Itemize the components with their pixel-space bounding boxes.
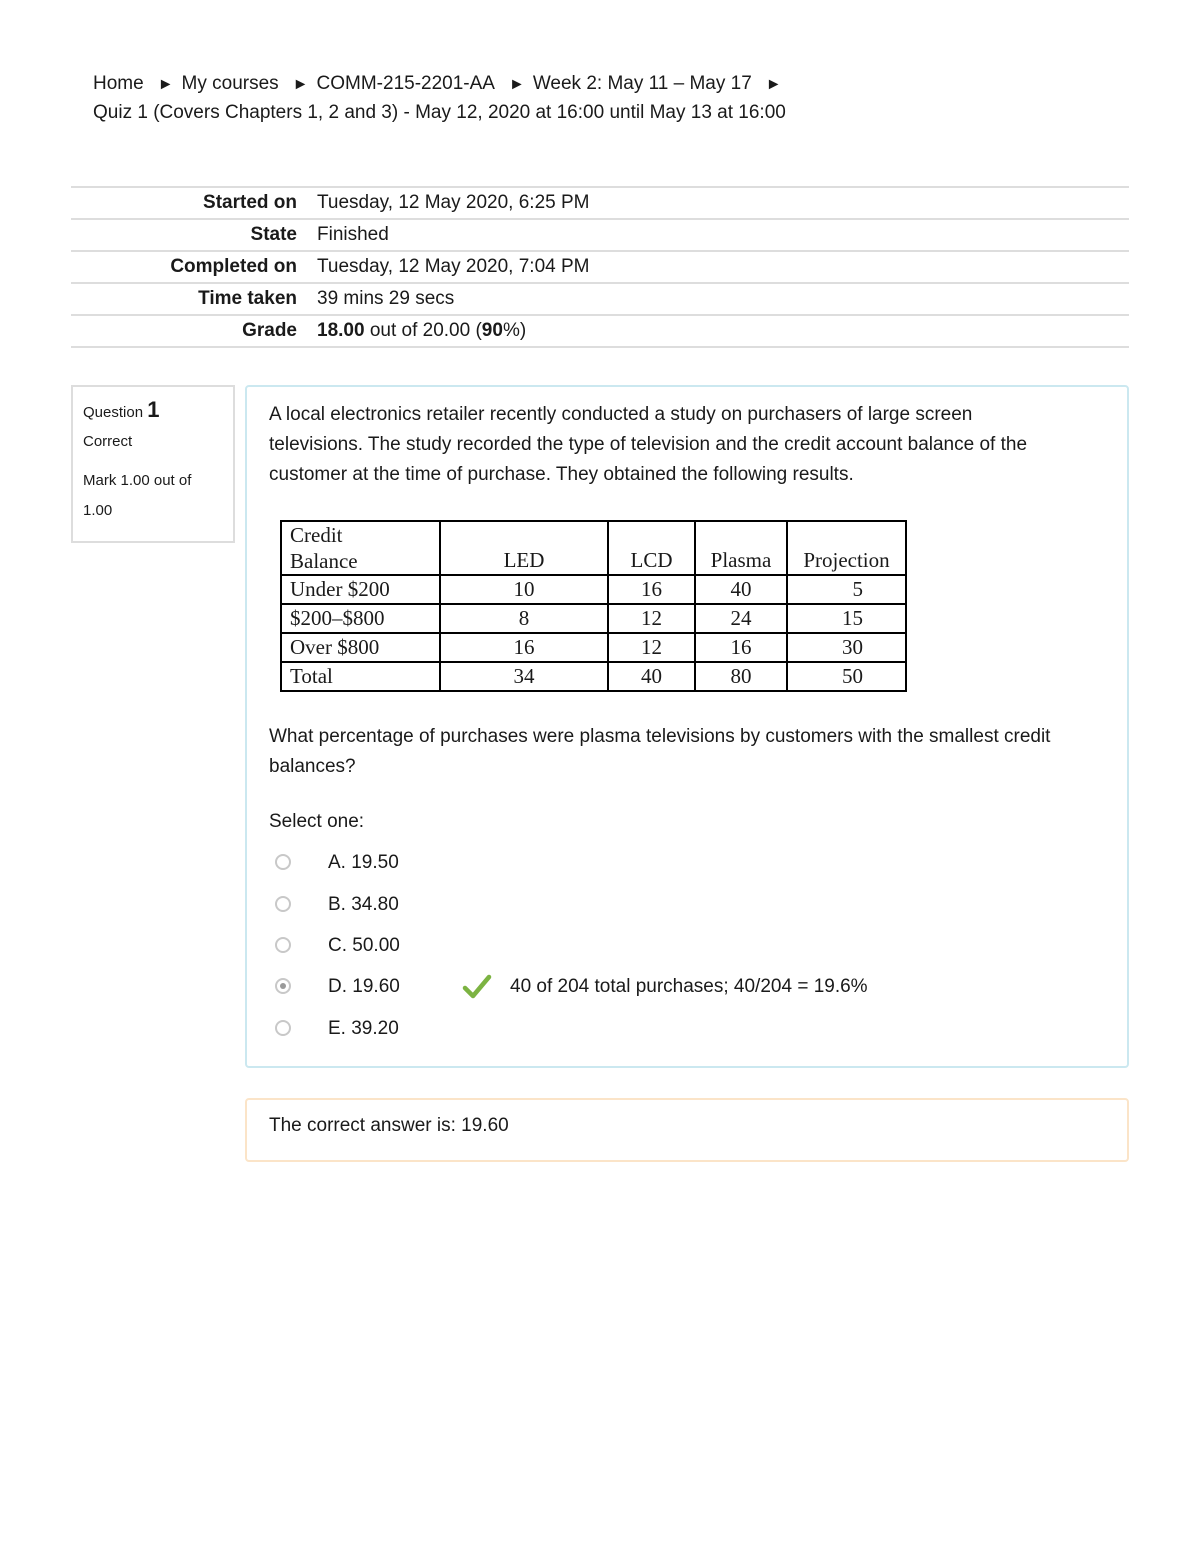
results-table — [280, 520, 907, 692]
table-cell: 16 — [440, 633, 608, 662]
option-feedback: 40 of 204 total purchases; 40/204 = 19.6% — [510, 976, 868, 997]
summary-label: Time taken — [71, 283, 317, 315]
option-label: C. 50.00 — [328, 935, 400, 956]
grade-value — [317, 315, 1129, 347]
table-cell: 5 — [787, 575, 906, 604]
summary-row-grade — [71, 315, 1129, 347]
summary-row-completed — [71, 251, 1129, 283]
attempt-summary-table — [71, 186, 1129, 348]
triangle-right-icon: ► — [157, 76, 174, 93]
radio-button[interactable] — [275, 896, 291, 912]
table-row — [281, 633, 906, 662]
table-cell: $200–$800 — [281, 604, 440, 633]
table-cell: 16 — [608, 575, 695, 604]
table-cell: 12 — [608, 633, 695, 662]
table-cell: 40 — [695, 575, 787, 604]
question-info-panel — [71, 385, 235, 543]
question-state: Correct — [83, 433, 133, 450]
table-cell: 24 — [695, 604, 787, 633]
grade-suffix: %) — [502, 320, 527, 341]
grade-score: 18.00 — [317, 320, 365, 341]
table-cell: 16 — [695, 633, 787, 662]
table-header-cell — [281, 521, 440, 575]
breadcrumb-home[interactable]: Home — [93, 73, 144, 94]
table-header-cell: Projection — [787, 521, 906, 575]
question-content — [245, 385, 1129, 1068]
table-cell: 15 — [787, 604, 906, 633]
question-mark: Mark 1.00 out of 1.00 — [83, 472, 192, 519]
table-row — [281, 662, 906, 691]
table-cell: 80 — [695, 662, 787, 691]
summary-value: Tuesday, 12 May 2020, 7:04 PM — [317, 251, 1129, 283]
triangle-right-icon: ► — [765, 76, 782, 93]
radio-button[interactable] — [275, 854, 291, 870]
summary-row-time-taken — [71, 283, 1129, 315]
table-cell: 12 — [608, 604, 695, 633]
option-label — [328, 972, 868, 1002]
table-header-cell: LCD — [608, 521, 695, 575]
question-number — [83, 397, 223, 423]
table-cell: 40 — [608, 662, 695, 691]
option-label: B. 34.80 — [328, 894, 399, 915]
table-row — [281, 604, 906, 633]
summary-label: Started on — [71, 187, 317, 219]
table-header-row — [281, 521, 906, 575]
grade-out-of: out of 20.00 ( — [369, 320, 482, 341]
select-one-label: Select one: — [269, 811, 365, 832]
breadcrumb-week[interactable]: Week 2: May 11 – May 17 — [532, 73, 752, 94]
triangle-right-icon: ► — [292, 76, 309, 93]
breadcrumb-my-courses[interactable]: My courses — [181, 73, 279, 94]
summary-value: Tuesday, 12 May 2020, 6:25 PM — [317, 187, 1129, 219]
table-cell: 10 — [440, 575, 608, 604]
breadcrumb-course[interactable]: COMM-215-2201-AA — [316, 73, 495, 94]
check-icon — [462, 972, 492, 1002]
credit-header: Credit Balance — [290, 523, 358, 573]
summary-label: State — [71, 219, 317, 251]
grade-percent: 90 — [481, 320, 503, 341]
option-label-text: D. 19.60 — [328, 976, 400, 997]
radio-button[interactable] — [275, 937, 291, 953]
table-cell: Total — [281, 662, 440, 691]
radio-button[interactable] — [275, 1020, 291, 1036]
summary-row-state — [71, 219, 1129, 251]
question-label: Question — [83, 404, 144, 421]
question-number-value: 1 — [147, 397, 160, 422]
question-text: A local electronics retailer recently conducted a study on purchasers of large screen televisions. The study recorded the type of television and the credit account balance of the customer at the time of purchase. They obtained the following results. — [269, 404, 1028, 485]
breadcrumb-quiz[interactable]: Quiz 1 (Covers Chapters 1, 2 and 3) - May 12, 2020 at 16:00 until May 13 at 16:00 — [93, 102, 786, 123]
question-prompt: What percentage of purchases were plasma televisions by customers with the smallest credit balances? — [269, 726, 1051, 777]
table-header-cell: Plasma — [695, 521, 787, 575]
summary-label: Grade — [71, 315, 317, 347]
summary-value: Finished — [317, 219, 1129, 251]
table-cell: Under $200 — [281, 575, 440, 604]
breadcrumb — [93, 70, 1093, 127]
table-cell: Over $800 — [281, 633, 440, 662]
table-cell: 34 — [440, 662, 608, 691]
radio-button-selected[interactable] — [275, 978, 291, 994]
option-label: E. 39.20 — [328, 1018, 399, 1039]
summary-label: Completed on — [71, 251, 317, 283]
summary-value: 39 mins 29 secs — [317, 283, 1129, 315]
table-cell: 8 — [440, 604, 608, 633]
option-label: A. 19.50 — [328, 852, 399, 873]
summary-row-started — [71, 187, 1129, 219]
table-cell: 30 — [787, 633, 906, 662]
table-header-cell: LED — [440, 521, 608, 575]
table-row — [281, 575, 906, 604]
triangle-right-icon: ► — [508, 76, 525, 93]
table-cell: 50 — [787, 662, 906, 691]
correct-answer-feedback: The correct answer is: 19.60 — [245, 1098, 1129, 1162]
